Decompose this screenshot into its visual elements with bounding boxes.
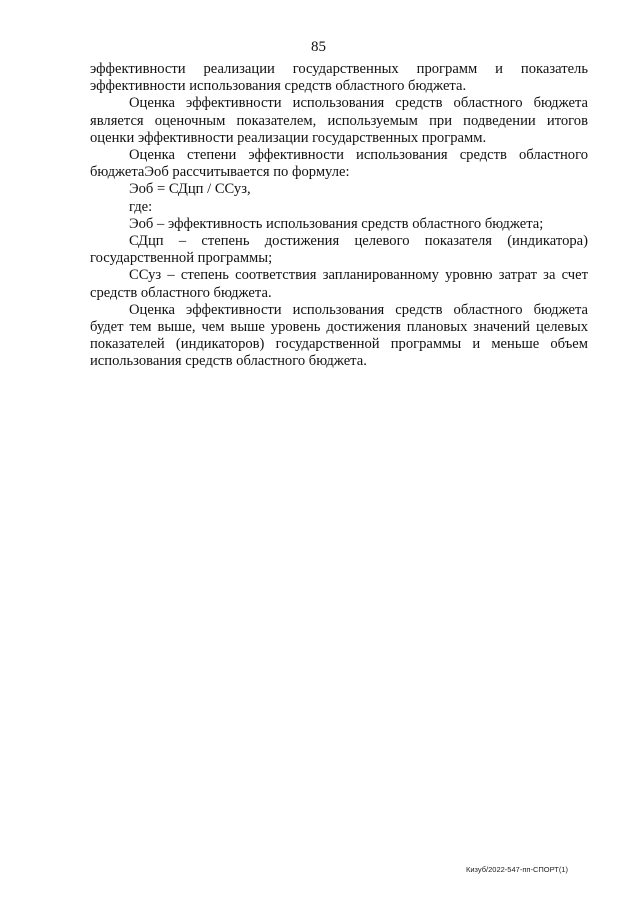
paragraph-formula-intro: Оценка степени эффективности использования средств областного бюджетаЭоб рассчитывается по формуле:: [90, 147, 588, 181]
definition-ssuz: ССуз – степень соответствия запланированному уровню затрат за счет средств областного бюджета.: [90, 267, 588, 301]
paragraph-continuation: эффективности реализации государственных программ и показатель эффективности использования средств областного бюджета.: [90, 61, 588, 95]
where-line: где:: [129, 198, 153, 215]
definition-eob: Эоб – эффективность использования средств областного бюджета;: [129, 215, 544, 232]
paragraph-assessment-definition: Оценка эффективности использования средств областного бюджета является оценочным показателем, используемым при подведении итогов оценки эффективности реализации государственных программ.: [90, 95, 588, 146]
document-footer-code: Кизуб/2022-547-пп-СПОРТ(1): [466, 865, 568, 874]
body-text: [90, 61, 588, 371]
page-number: 85: [311, 39, 326, 55]
formula-line: Эоб = СДцп / ССуз,: [129, 181, 251, 198]
definition-sdcp: СДцп – степень достижения целевого показателя (индикатора) государственной программы;: [90, 233, 588, 267]
paragraph-conclusion: Оценка эффективности использования средств областного бюджета будет тем выше, чем выше уровень достижения плановых значений целевых показателей (индикаторов) государственной программы и меньше объем использования средств областного бюджета.: [90, 301, 588, 370]
